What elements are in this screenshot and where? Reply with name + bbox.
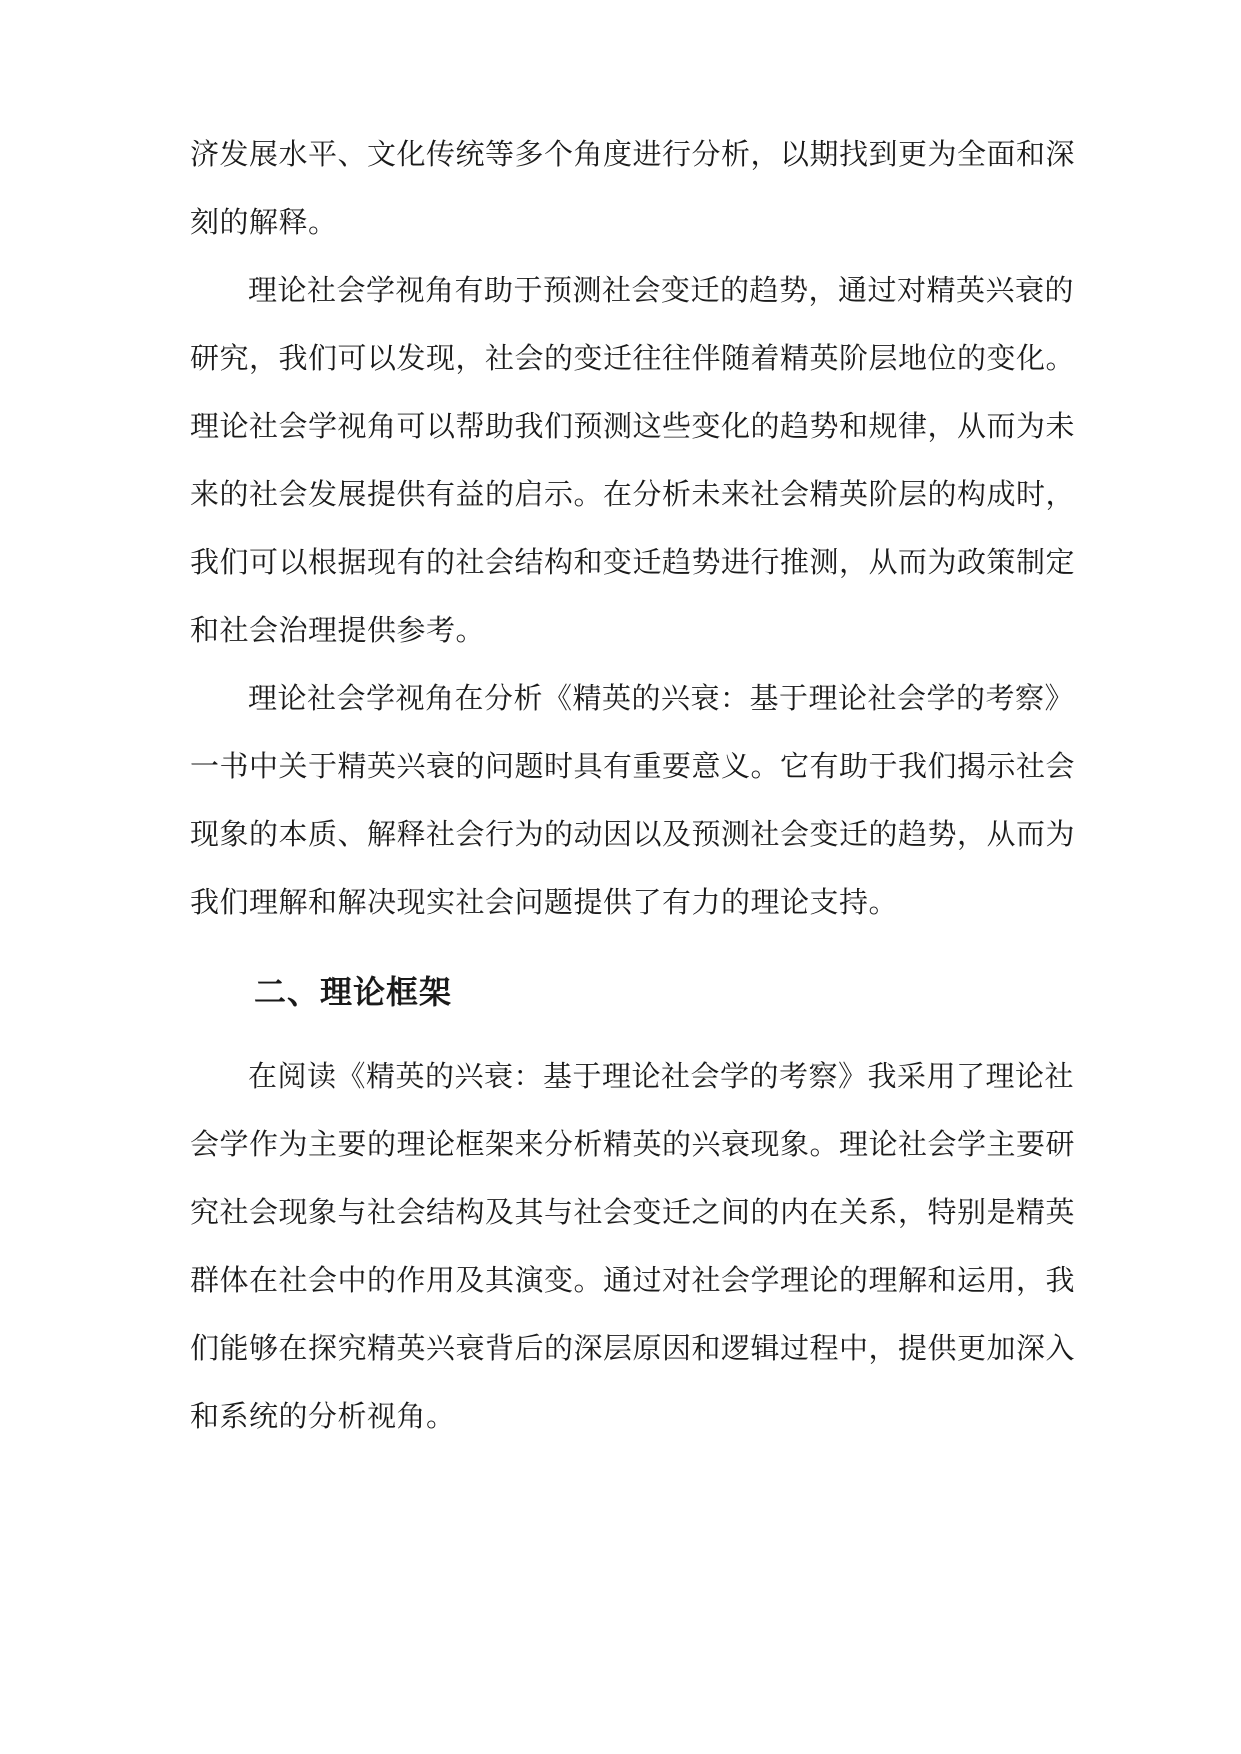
paragraph-4-line-2: 会学作为主要的理论框架来分析精英的兴衰现象。理论社会学主要研 (190, 1127, 1076, 1161)
paragraph-4-line-3: 究社会现象与社会结构及其与社会变迁之间的内在关系，特别是精英 (190, 1195, 1076, 1229)
paragraph-3-line-2: 一书中关于精英兴衰的问题时具有重要意义。它有助于我们揭示社会 (190, 749, 1076, 783)
paragraph-2-line-3: 理论社会学视角可以帮助我们预测这些变化的趋势和规律，从而为未 (190, 409, 1076, 443)
paragraph-1-line-1: 济发展水平、文化传统等多个角度进行分析，以期找到更为全面和深 (190, 137, 1076, 171)
paragraph-2-line-1: 理论社会学视角有助于预测社会变迁的趋势，通过对精英兴衰的 (248, 273, 1075, 307)
paragraph-4-line-4: 群体在社会中的作用及其演变。通过对社会学理论的理解和运用，我 (190, 1263, 1076, 1297)
paragraph-4-line-1: 在阅读《精英的兴衰：基于理论社会学的考察》我采用了理论社 (248, 1059, 1075, 1093)
paragraph-3-line-4: 我们理解和解决现实社会问题提供了有力的理论支持。 (190, 885, 899, 919)
paragraph-4-line-5: 们能够在探究精英兴衰背后的深层原因和逻辑过程中，提供更加深入 (190, 1331, 1076, 1365)
section-heading: 二、理论框架 (254, 973, 453, 1011)
paragraph-4-line-6: 和系统的分析视角。 (190, 1399, 456, 1433)
paragraph-3-line-3: 现象的本质、解释社会行为的动因以及预测社会变迁的趋势，从而为 (190, 817, 1076, 851)
paragraph-2-line-4: 来的社会发展提供有益的启示。在分析未来社会精英阶层的构成时， (190, 477, 1076, 511)
paragraph-2-line-2: 研究，我们可以发现，社会的变迁往往伴随着精英阶层地位的变化。 (190, 341, 1076, 375)
paragraph-1-line-2: 刻的解释。 (190, 205, 338, 239)
paragraph-3-line-1: 理论社会学视角在分析《精英的兴衰：基于理论社会学的考察》 (248, 681, 1075, 715)
paragraph-2-line-5: 我们可以根据现有的社会结构和变迁趋势进行推测，从而为政策制定 (190, 545, 1076, 579)
paragraph-2-line-6: 和社会治理提供参考。 (190, 613, 486, 647)
